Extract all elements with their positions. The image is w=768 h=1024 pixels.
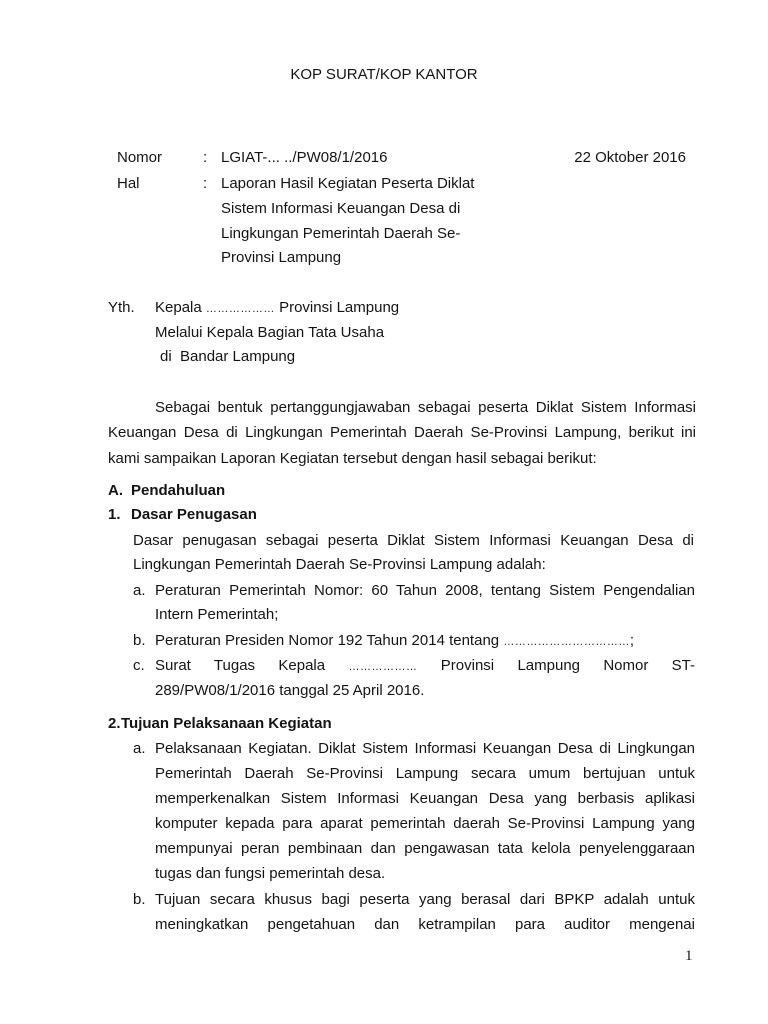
yth-label: Yth.	[108, 299, 135, 316]
page-number: 1	[685, 948, 693, 964]
letterhead: KOP SURAT/KOP KANTOR	[290, 66, 478, 83]
list-marker: c.	[133, 657, 145, 674]
list-marker: a.	[133, 740, 146, 757]
paragraph-line: Keuangan Desa di Lingkungan Pemerintah Daerah Se-Provinsi Lampung, berikut ini	[108, 424, 696, 441]
nomor-value: LGIAT-... ../PW08/1/2016	[221, 149, 388, 166]
hal-line: Sistem Informasi Keuangan Desa di	[221, 200, 461, 217]
nomor-colon: :	[203, 149, 208, 166]
list-item-line: komputer kepada para aparat pemerintah daerah Se-Provinsi Lampung yang	[155, 815, 695, 832]
hal-colon: :	[203, 175, 208, 192]
paragraph-line: Lingkungan Pemerintah Daerah Se-Provinsi Lampung adalah:	[133, 556, 546, 573]
list-marker: b.	[133, 632, 146, 649]
placeholder-dots: ………………	[348, 661, 418, 673]
letter-date: 22 Oktober 2016	[574, 149, 686, 166]
subsection-title: Tujuan Pelaksanaan Kegiatan	[121, 715, 332, 732]
paragraph-line: Dasar penugasan sebagai peserta Diklat Sistem Informasi Keuangan Desa di	[133, 532, 694, 549]
addressee-province: Provinsi Lampung	[279, 299, 400, 316]
hal-label: Hal	[117, 175, 140, 192]
section-marker: A.	[108, 482, 123, 499]
list-item-line: Peraturan Pemerintah Nomor: 60 Tahun 2008, tentang Sistem Pengendalian	[155, 582, 695, 599]
list-item-text: Provinsi Lampung Nomor ST-	[440, 657, 696, 674]
list-item-text: Peraturan Presiden Nomor 192 Tahun 2014 tentang	[155, 632, 500, 649]
list-marker: b.	[133, 891, 146, 908]
nomor-label: Nomor	[117, 149, 163, 166]
list-item-line: meningkatkan pengetahuan dan ketrampilan para auditor mengenai	[155, 916, 695, 933]
section-title: Pendahuluan	[131, 482, 226, 499]
list-item-line: mempunyai peran pembinaan dan pengawasan tata kelola penyelenggaraan	[155, 840, 695, 857]
addressee-via: Melalui Kepala Bagian Tata Usaha	[155, 324, 385, 341]
paragraph-line: Sebagai bentuk pertanggungjawaban sebagai peserta Diklat Sistem Informasi	[155, 399, 696, 416]
list-item-line: tugas dan fungsi pemerintah desa.	[155, 865, 386, 882]
hal-line: Lingkungan Pemerintah Daerah Se-	[221, 225, 461, 242]
hal-line: Laporan Hasil Kegiatan Peserta Diklat	[221, 175, 475, 192]
addressee-kepala: Kepala	[155, 299, 202, 316]
placeholder-dots: ………………	[205, 303, 275, 315]
list-item-line: memperkenalkan Sistem Informasi Keuangan Desa yang berbasis aplikasi	[155, 790, 695, 807]
list-item-line: 289/PW08/1/2016 tanggal 25 April 2016.	[155, 682, 425, 699]
subsection-title: Dasar Penugasan	[131, 506, 257, 523]
hal-line: Provinsi Lampung	[221, 249, 342, 266]
list-item-end: ;	[629, 632, 634, 649]
list-item-line	[155, 631, 634, 651]
subsection-marker: 1.	[108, 506, 121, 523]
list-item-line: Intern Pemerintah;	[155, 606, 279, 623]
placeholder-dots: ……………………………	[503, 636, 630, 648]
list-item-text: Surat Tugas Kepala	[155, 657, 326, 674]
list-item-line: Pelaksanaan Kegiatan. Diklat Sistem Informasi Keuangan Desa di Lingkungan	[155, 740, 695, 757]
list-item-line: Pemerintah Daerah Se-Provinsi Lampung secara umum bertujuan untuk	[155, 765, 695, 782]
addressee-place: di Bandar Lampung	[160, 348, 296, 365]
list-marker: a.	[133, 582, 146, 599]
list-item-line	[155, 656, 695, 676]
addressee-line	[155, 298, 399, 318]
subsection-marker: 2.	[108, 715, 121, 732]
list-item-line: Tujuan secara khusus bagi peserta yang berasal dari BPKP adalah untuk	[155, 891, 695, 908]
paragraph-line: kami sampaikan Laporan Kegiatan tersebut dengan hasil sebagai berikut:	[108, 450, 597, 467]
